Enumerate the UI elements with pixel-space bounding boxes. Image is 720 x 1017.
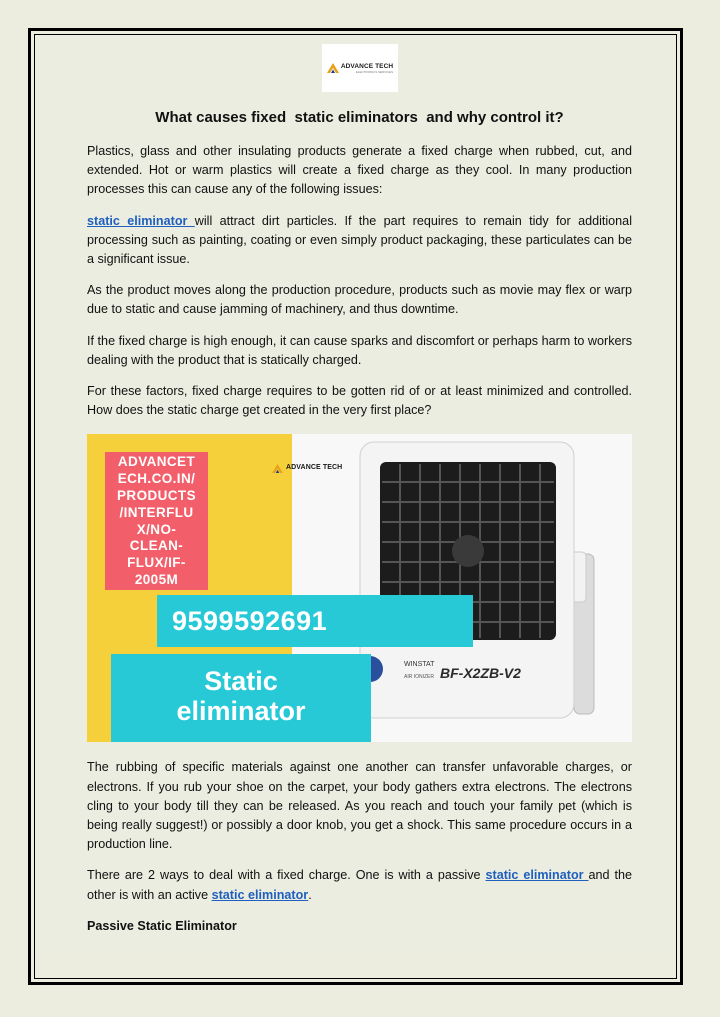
static-eliminator-link-3[interactable]: static eliminator: [211, 887, 309, 902]
section-subheading: Passive Static Eliminator: [87, 918, 237, 933]
page-title: What causes fixed static eliminators and why control it?: [155, 109, 564, 126]
paragraph-2-text: will attract dirt particles. If the part requires to remain tidy for additional processing such as painting, coating or even simply product packaging, these particulates can be a significant issue.: [87, 213, 632, 267]
paragraph-7-text-c: .: [308, 887, 312, 902]
paragraph-3: As the product moves along the production procedure, products such as movie may flex or warp due to static and cause jamming of machinery, and thus downtime.: [87, 283, 632, 317]
device-subtitle: AIR IONIZER: [404, 674, 435, 681]
banner-title: [111, 654, 371, 742]
banner-url-line: X/NO-: [136, 521, 177, 537]
banner-url-box: [105, 452, 208, 590]
paragraph-6: The rubbing of specific materials against one another can transfer unfavorable charges, or electrons. If you rub your shoe on the carpet, your body gathers extra electrons. The electrons cling to your body till they can be released. As you reach and touch your family pet (which is being really suggest!) or possibly a door knob, you get a shock. This same procedure occurs in a production line.: [87, 760, 632, 852]
paragraph-4: If the fixed charge is high enough, it can cause sparks and discomfort or perhaps harm to workers dealing with the product that is statically charged.: [87, 333, 632, 367]
banner-title-line-2: eliminator: [176, 696, 306, 727]
banner-url-line: FLUX/IF-: [127, 555, 186, 571]
banner-phone-number: 9599592691: [157, 595, 473, 647]
company-logo: [322, 44, 398, 92]
paragraph-7-text-a: There are 2 ways to deal with a fixed charge. One is with a passive: [87, 868, 486, 883]
banner-logo: [272, 458, 342, 477]
logo-tagline: ELECTRONICS SERVICES: [355, 69, 394, 74]
device-model: BF-X2ZB-V2: [440, 665, 521, 682]
banner-url-line: PRODUCTS: [117, 488, 196, 504]
banner-url-line: CLEAN-: [129, 538, 184, 554]
banner-url-line: 2005M: [134, 572, 179, 588]
banner-url-line: /INTERFLU: [119, 504, 194, 520]
static-eliminator-link-2[interactable]: static eliminator: [485, 868, 589, 883]
static-eliminator-link-1[interactable]: static eliminator: [87, 213, 195, 228]
banner-logo-name: ADVANCE TECH: [286, 464, 343, 472]
paragraph-2: [87, 212, 632, 270]
paragraph-5: For these factors, fixed charge requires to be gotten rid of or at least minimized and controlled. How does the static charge get created in the very first place?: [87, 384, 632, 418]
product-banner-image: [87, 434, 632, 742]
banner-url-line: ECH.CO.IN/: [117, 471, 196, 487]
advance-tech-logo-icon: [272, 464, 283, 473]
advance-tech-logo-icon: [327, 63, 339, 73]
logo-name: ADVANCE TECH: [340, 62, 394, 70]
paragraph-7-text-b: and the other is with an active: [87, 868, 632, 902]
ionizer-device-image: [342, 434, 612, 724]
banner-title-line-1: Static: [204, 666, 278, 697]
document-content: [87, 100, 632, 948]
device-brand: WINSTAT: [404, 661, 435, 669]
paragraph-1: Plastics, glass and other insulating products generate a fixed charge when rubbed, cut, and extended. Hot or warm plastics will create a fixed charge as they cool. In many production processes this can cause any of the following issues:: [87, 144, 632, 197]
paragraph-7: [87, 866, 632, 904]
banner-url-line: ADVANCET: [117, 454, 196, 470]
